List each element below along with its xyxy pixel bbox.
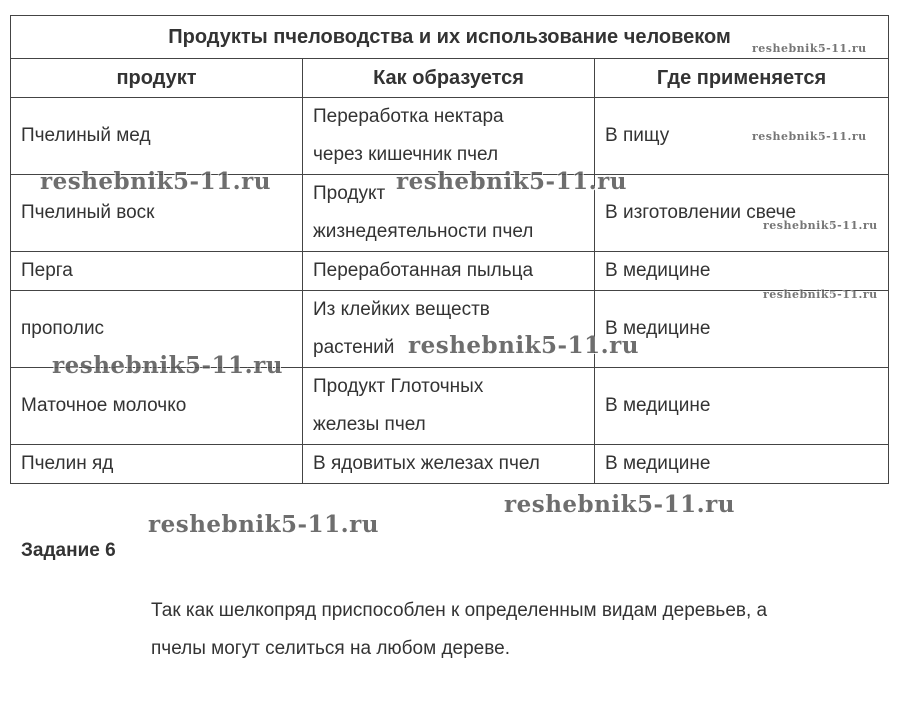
cell-use: В медицине — [595, 291, 889, 368]
cell-product: Маточное молочко — [11, 368, 303, 445]
header-product: продукт — [11, 59, 303, 98]
cell-formation-line: железы пчел — [313, 414, 426, 435]
watermark: reshebnik5-11.ru — [52, 352, 283, 379]
cell-formation-line: растений — [313, 337, 395, 358]
cell-formation — [303, 368, 595, 445]
answer-line: Так как шелкопряд приспособлен к определенным видам деревьев, а — [151, 600, 768, 621]
cell-use: В изготовлении свече — [595, 175, 889, 252]
cell-product: прополис — [11, 291, 303, 368]
table-header-row — [11, 59, 889, 98]
cell-use: В пищу — [595, 98, 889, 175]
table-row — [11, 368, 889, 445]
cell-formation — [303, 291, 595, 368]
cell-formation-line: жизнедеятельности пчел — [313, 221, 534, 242]
table-row — [11, 445, 889, 484]
table-row — [11, 291, 889, 368]
header-formation: Как образуется — [303, 59, 595, 98]
cell-formation: Переработанная пыльца — [303, 252, 595, 291]
cell-product: Пчелиный воск — [11, 175, 303, 252]
watermark: reshebnik5-11.ru — [752, 42, 867, 55]
table-row — [11, 175, 889, 252]
cell-use: В медицине — [595, 252, 889, 291]
watermark: reshebnik5-11.ru — [408, 332, 639, 359]
task-answer — [151, 592, 881, 668]
cell-formation-line: Переработка нектара — [313, 106, 504, 127]
task-title: Задание 6 — [21, 540, 116, 561]
cell-use: В медицине — [595, 445, 889, 484]
cell-formation — [303, 98, 595, 175]
watermark: reshebnik5-11.ru — [763, 219, 878, 232]
watermark: reshebnik5-11.ru — [752, 130, 867, 143]
watermark: reshebnik5-11.ru — [396, 168, 627, 195]
cell-formation-line: Из клейких веществ — [313, 299, 490, 320]
watermark: reshebnik5-11.ru — [504, 491, 735, 518]
watermark: reshebnik5-11.ru — [148, 511, 379, 538]
header-use: Где применяется — [595, 59, 889, 98]
bee-products-table — [10, 15, 889, 484]
cell-product: Пчелиный мед — [11, 98, 303, 175]
watermark: reshebnik5-11.ru — [763, 288, 878, 301]
table-title: Продукты пчеловодства и их использование человеком — [11, 16, 889, 59]
answer-line: пчелы могут селиться на любом дереве. — [151, 638, 510, 659]
cell-formation-line: Продукт — [313, 183, 386, 204]
cell-formation — [303, 175, 595, 252]
cell-formation-line: через кишечник пчел — [313, 144, 499, 165]
table-row — [11, 98, 889, 175]
cell-use: В медицине — [595, 368, 889, 445]
watermark: reshebnik5-11.ru — [40, 168, 271, 195]
cell-formation-line: Продукт Глоточных — [313, 376, 484, 397]
table-row — [11, 252, 889, 291]
cell-product: Перга — [11, 252, 303, 291]
cell-product: Пчелин яд — [11, 445, 303, 484]
cell-formation: В ядовитых железах пчел — [303, 445, 595, 484]
